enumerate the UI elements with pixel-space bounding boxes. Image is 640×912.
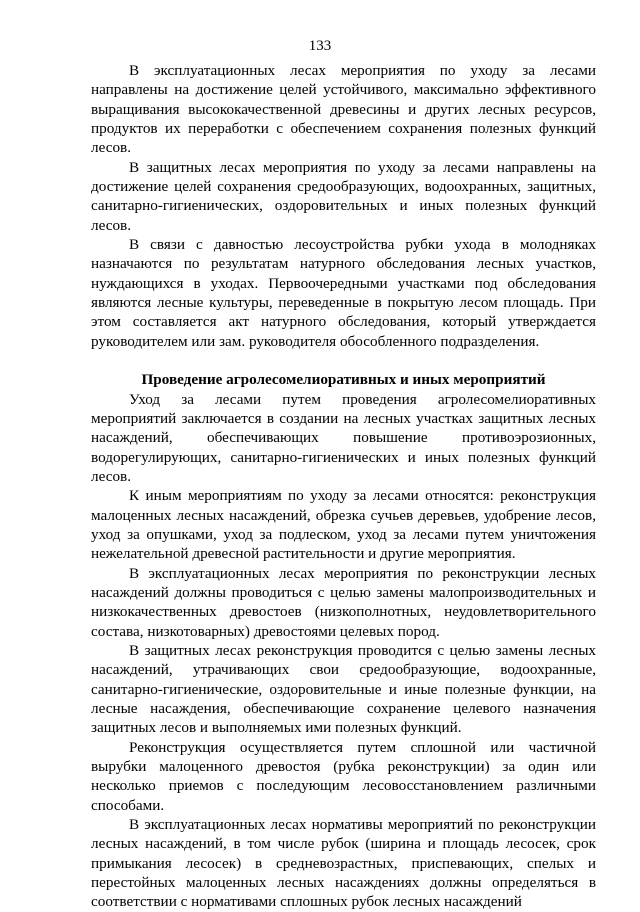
paragraph: Уход за лесами путем проведения агролесомелиоративных мероприятий заключается в создании на лесных участках защитных лесных насаждений, обеспечивающих повышение противоэрозионных, водорегулирующих, санитарно-гигиенических и иных полезных функций лесов. xyxy=(91,390,596,485)
paragraph: В эксплуатационных лесах нормативы мероприятий по реконструкции лесных насаждений, в том числе рубок (ширина и площадь лесосек, срок примыкания лесосек) в средневозрастных, приспевающих, спелых и перестойных малоценных лесных насаждениях должны определяться в соответствии с нормативами сплошных рубок лесных насаждений xyxy=(91,816,596,911)
paragraph: В защитных лесах мероприятия по уходу за лесами направлены на достижение целей сохранения средообразующих, водоохранных, защитных, санитарно-гигиенических, оздоровительных и иных полезных функций лесов. xyxy=(91,158,596,234)
body-text xyxy=(91,61,596,912)
paragraph: В эксплуатационных лесах мероприятия по уходу за лесами направлены на достижение целей устойчивого, максимально эффективного выращивания высококачественной древесины и других лесных ресурсов, продуктов их переработки с обеспечением сохранения полезных функций лесов. xyxy=(91,62,596,157)
section-heading: Проведение агролесомелиоративных и иных мероприятий xyxy=(141,371,546,389)
paragraph: Реконструкция осуществляется путем сплошной или частичной вырубки малоценного древостоя (рубка реконструкции) за один или несколько приемов с последующим лесовосстановлением различными способами. xyxy=(91,738,596,814)
paragraph: В связи с давностью лесоустройства рубки ухода в молодняках назначаются по результатам натурного обследования лесных участков, нуждающихся в уходах. Первоочередными участками под обследования являются лесные культуры, переведенные в покрытую лесом площадь. При этом составляется акт натурного обследования, который утверждается руководителем или зам. руководителя обособленного подразделения. xyxy=(91,236,596,350)
paragraph: К иным мероприятиям по уходу за лесами относятся: реконструкция малоценных лесных насаждений, обрезка сучьев деревьев, удобрение лесов, уход за опушками, уход за подлеском, уход за лесами путем уничтожения нежелательной древесной растительности и другие мероприятия. xyxy=(91,487,596,563)
paragraph: В защитных лесах реконструкция проводится с целью замены лесных насаждений, утрачивающих свои средообразующие, водоохранные, санитарно-гигиенические, оздоровительные и иные полезные функции, на лесные насаждения, обеспечивающие сохранение целевого назначения защитных лесов и выполняемых ими полезных функций. xyxy=(91,641,596,737)
page-number: 133 xyxy=(308,38,332,54)
paragraph: В эксплуатационных лесах мероприятия по реконструкции лесных насаждений должны проводиться с целью замены малопроизводительных и низкокачественных древостоев (низкополнотных, неудовлетворительного состава, низкотоварных) древостоями целевых пород. xyxy=(91,564,596,640)
